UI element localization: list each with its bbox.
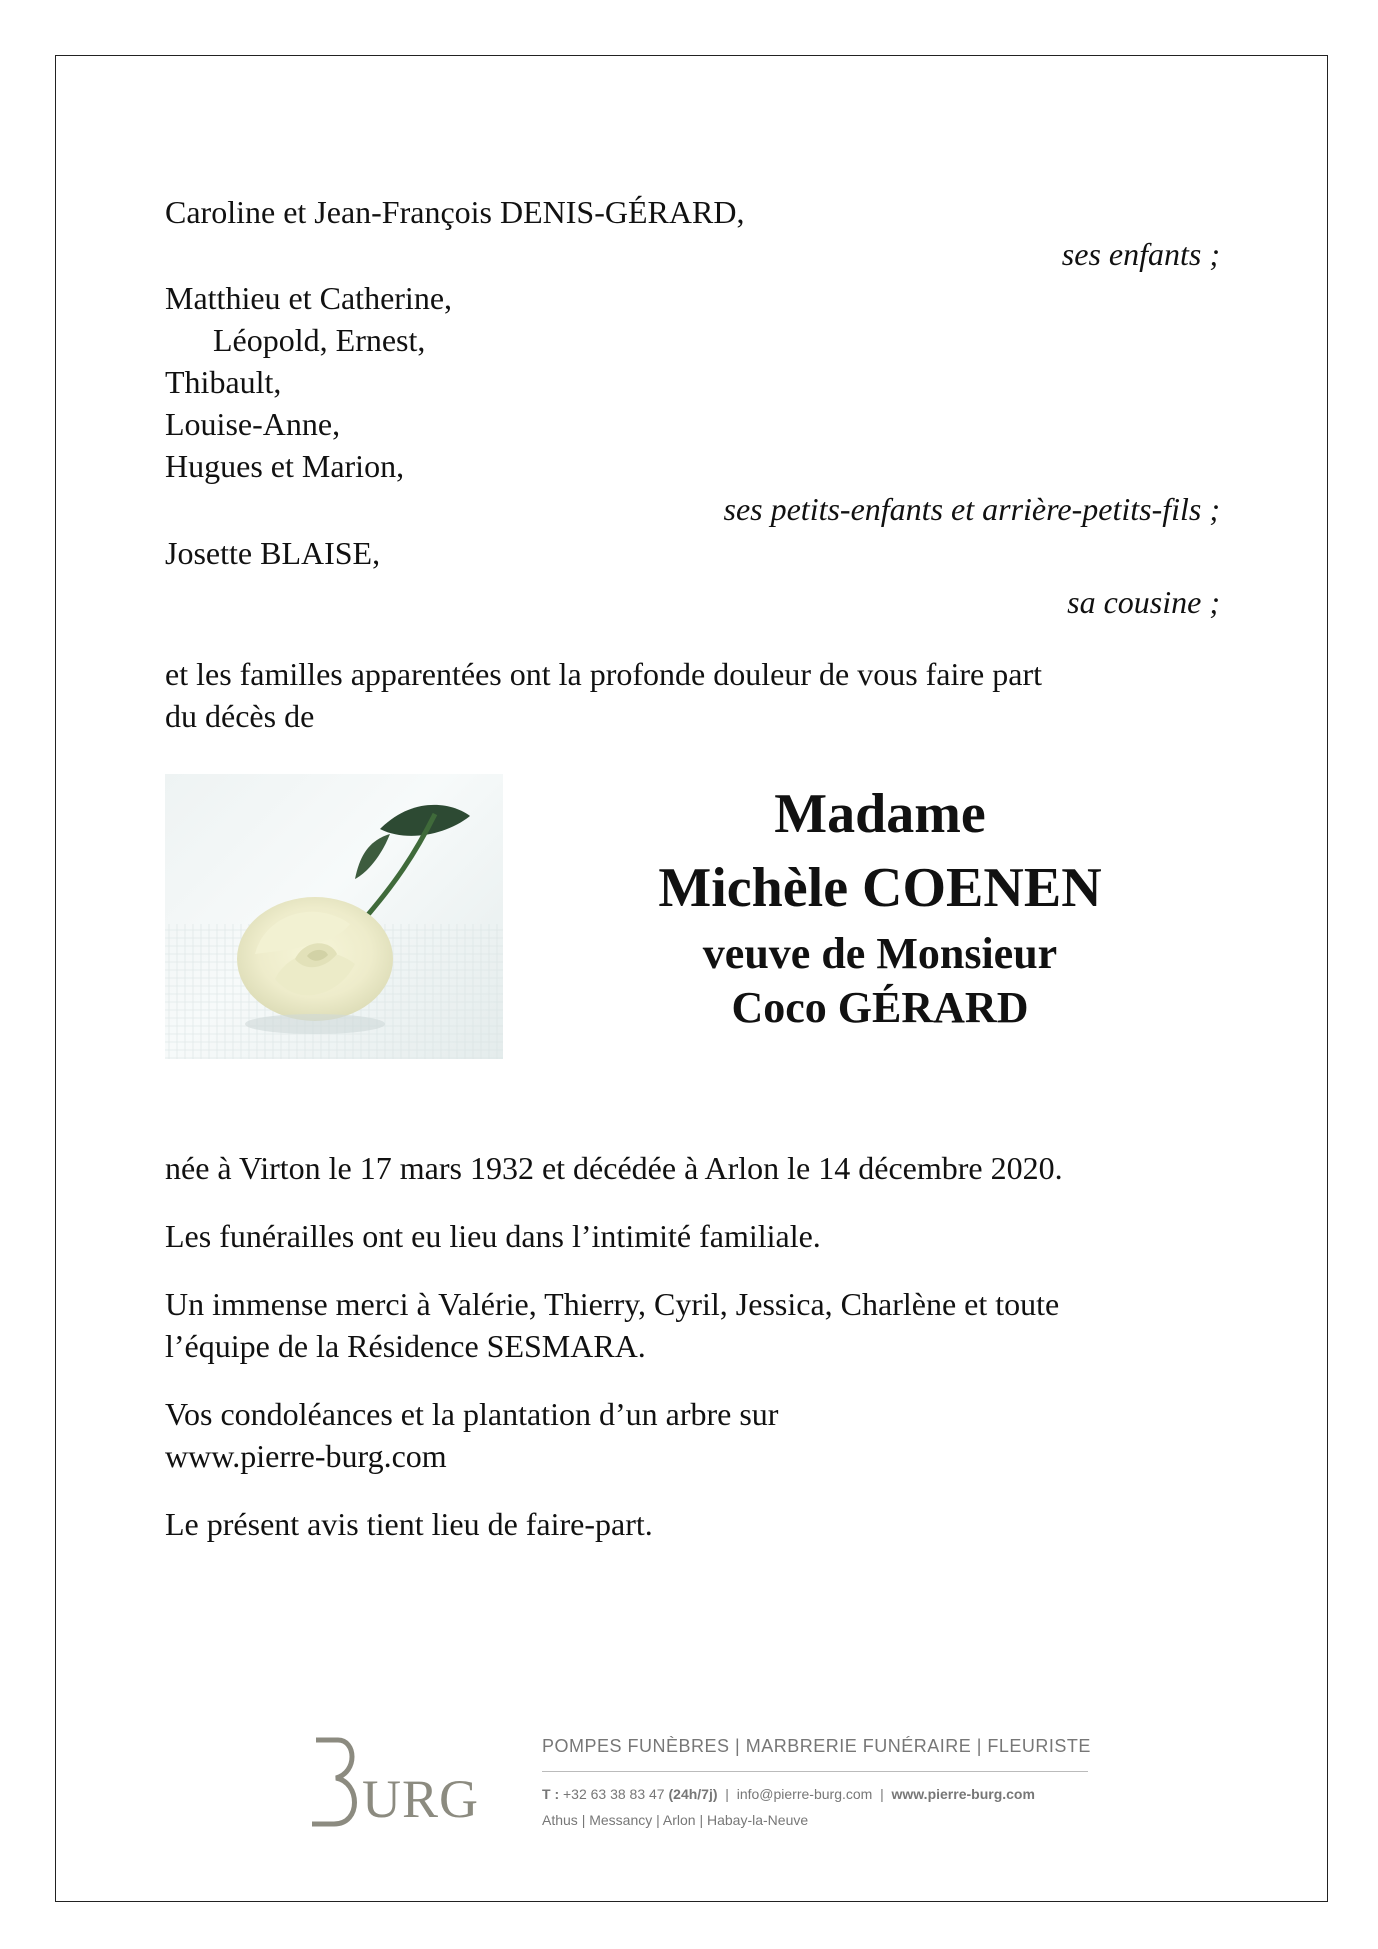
phone-hours: (24h/7j) [668, 1786, 718, 1802]
widow-of: veuve de Monsieur [702, 929, 1058, 978]
burg-logo-mark-icon [308, 1732, 368, 1832]
announcement-line-2: du décès de [165, 698, 315, 734]
grandchildren-role: ses petits-enfants et arrière-petits-fils ; [723, 491, 1220, 527]
children-names: Caroline et Jean-François DENIS-GÉRARD, [165, 194, 745, 230]
condolences-line-1: Vos condoléances et la plantation d’un arbre sur [165, 1396, 779, 1432]
announcement-line-1: et les familles apparentées ont la profonde douleur de vous faire part [165, 656, 1042, 692]
grandchild-line: Matthieu et Catherine, [165, 280, 453, 316]
thanks-line-2: l’équipe de la Résidence SESMARA. [165, 1328, 646, 1364]
cousin-name: Josette BLAISE, [165, 535, 381, 571]
footer-divider [542, 1771, 1088, 1772]
burg-logo-text: URG [362, 1769, 480, 1829]
funeral-info: Les funérailles ont eu lieu dans l’intimité familiale. [165, 1218, 821, 1254]
deceased-title: Madame [774, 783, 986, 845]
email-link[interactable]: info@pierre-burg.com [736, 1786, 873, 1802]
footer-services: POMPES FUNÈBRES | MARBRERIE FUNÉRAIRE | FLEURISTE [542, 1736, 1091, 1756]
birth-death: née à Virton le 17 mars 1932 et décédée à Arlon le 14 décembre 2020. [165, 1150, 1063, 1186]
footer-separator: | [721, 1786, 733, 1802]
spouse-name: Coco GÉRARD [731, 983, 1029, 1032]
website-link[interactable]: www.pierre-burg.com [891, 1786, 1035, 1802]
cousin-role: sa cousine ; [1067, 584, 1220, 620]
grandchild-line: Louise-Anne, [165, 406, 341, 442]
grandchild-line: Léopold, Ernest, [213, 322, 426, 358]
children-role: ses enfants ; [1061, 236, 1220, 272]
white-rose-image [165, 774, 503, 1059]
footer-locations: Athus | Messancy | Arlon | Habay-la-Neuve [542, 1812, 809, 1828]
contact-label: T : [542, 1786, 560, 1802]
thanks-line-1: Un immense merci à Valérie, Thierry, Cyril, Jessica, Charlène et toute [165, 1286, 1060, 1322]
grandchild-line: Hugues et Marion, [165, 448, 405, 484]
burg-logo [308, 1732, 498, 1832]
grandchild-line: Thibault, [165, 364, 282, 400]
condolences-link[interactable]: www.pierre-burg.com [165, 1438, 447, 1474]
footer-contact [542, 1786, 1035, 1802]
phone-number[interactable]: +32 63 38 83 47 [563, 1786, 665, 1802]
footer-separator: | [876, 1786, 888, 1802]
notice-text: Le présent avis tient lieu de faire-part. [165, 1506, 653, 1542]
deceased-name: Michèle COENEN [658, 857, 1102, 919]
